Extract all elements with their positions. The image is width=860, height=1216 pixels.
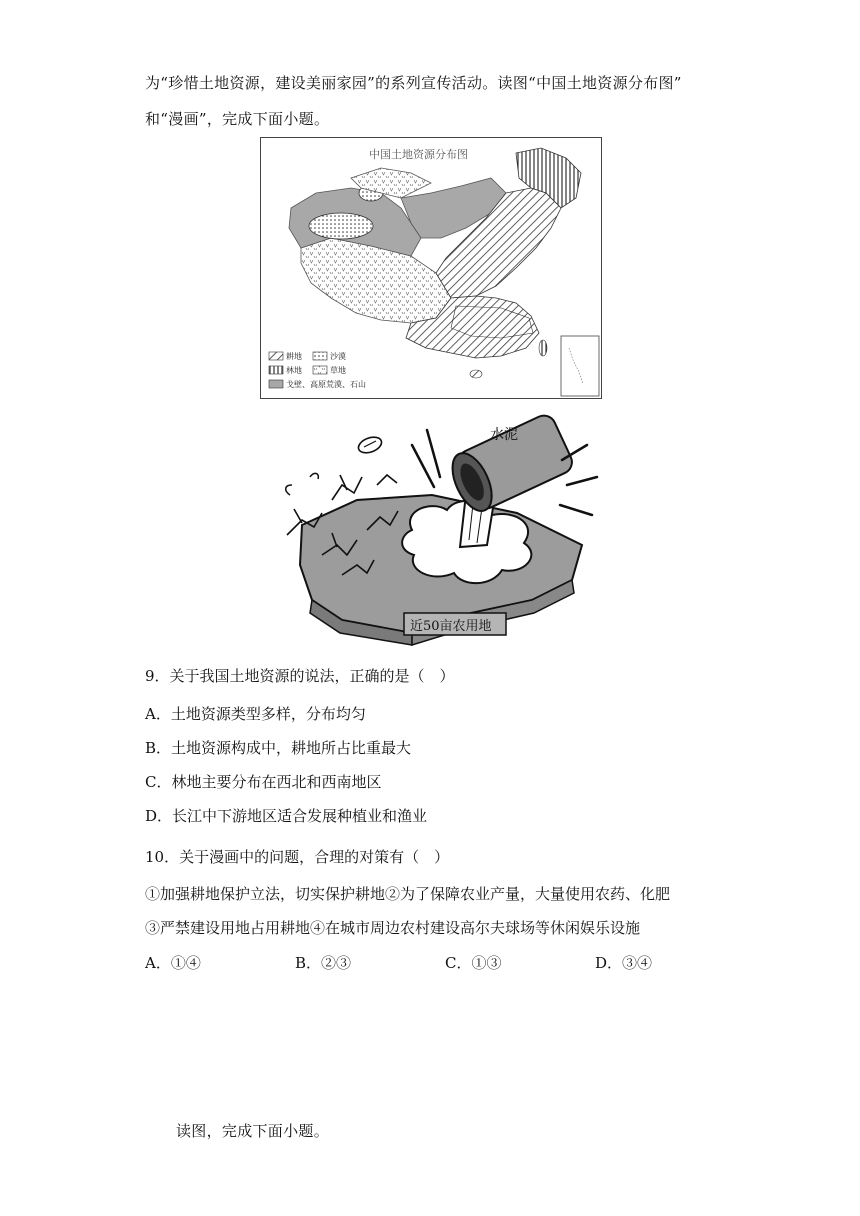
grassland-region (301, 238, 451, 323)
map-title: 中国土地资源分布图 (369, 148, 468, 161)
farmland-cartoon (262, 405, 607, 650)
q9-option-b[interactable]: B．土地资源构成中，耕地所占比重最大 (145, 739, 412, 757)
q10-option-b[interactable]: B．②③ (295, 954, 352, 972)
q10-items-line-2: ③严禁建设用地占用耕地④在城市周边农村建设高尔夫球场等休闲娱乐设施 (145, 919, 641, 937)
china-land-resources-map (260, 137, 602, 399)
cement-label: 水泥 (490, 427, 518, 443)
legend-forest: 林地 (286, 366, 302, 375)
legend-desert: 沙漠 (330, 352, 346, 361)
legend-cropland: 耕地 (286, 352, 302, 361)
q10-items-line-1: ①加强耕地保护立法，切实保护耕地②为了保障农业产量，大量使用农药、化肥 (145, 885, 671, 903)
intro-line-1: 为“珍惜土地资源，建设美丽家园”的系列宣传活动。读图“中国土地资源分布图” (145, 74, 682, 92)
hainan-island (470, 370, 482, 378)
q10-option-a[interactable]: A．①④ (145, 954, 201, 972)
desert-taklimakan (309, 213, 373, 239)
q10-option-d[interactable]: D．③④ (595, 954, 653, 972)
q9-stem: 9．关于我国土地资源的说法，正确的是（ ） (145, 667, 455, 685)
taiwan-island (539, 340, 547, 356)
legend-barren: 戈壁、高原荒漠、石山 (286, 380, 366, 389)
next-section-intro: 读图，完成下面小题。 (176, 1122, 330, 1140)
map-legend (269, 351, 366, 389)
flying-seed (356, 434, 383, 455)
q9-option-d[interactable]: D．长江中下游地区适合发展种植业和渔业 (145, 807, 428, 825)
q10-stem: 10．关于漫画中的问题，合理的对策有（ ） (145, 848, 450, 866)
q10-option-c[interactable]: C．①③ (445, 954, 502, 972)
land-label: 近50亩农用地 (410, 619, 492, 634)
south-china-sea-inset (561, 336, 599, 396)
q9-option-a[interactable]: A．土地资源类型多样，分布均匀 (145, 705, 366, 723)
legend-grassland: 草地 (330, 366, 346, 375)
intro-line-2: 和“漫画”，完成下面小题。 (145, 110, 330, 128)
q9-option-c[interactable]: C．林地主要分布在西北和西南地区 (145, 773, 382, 791)
